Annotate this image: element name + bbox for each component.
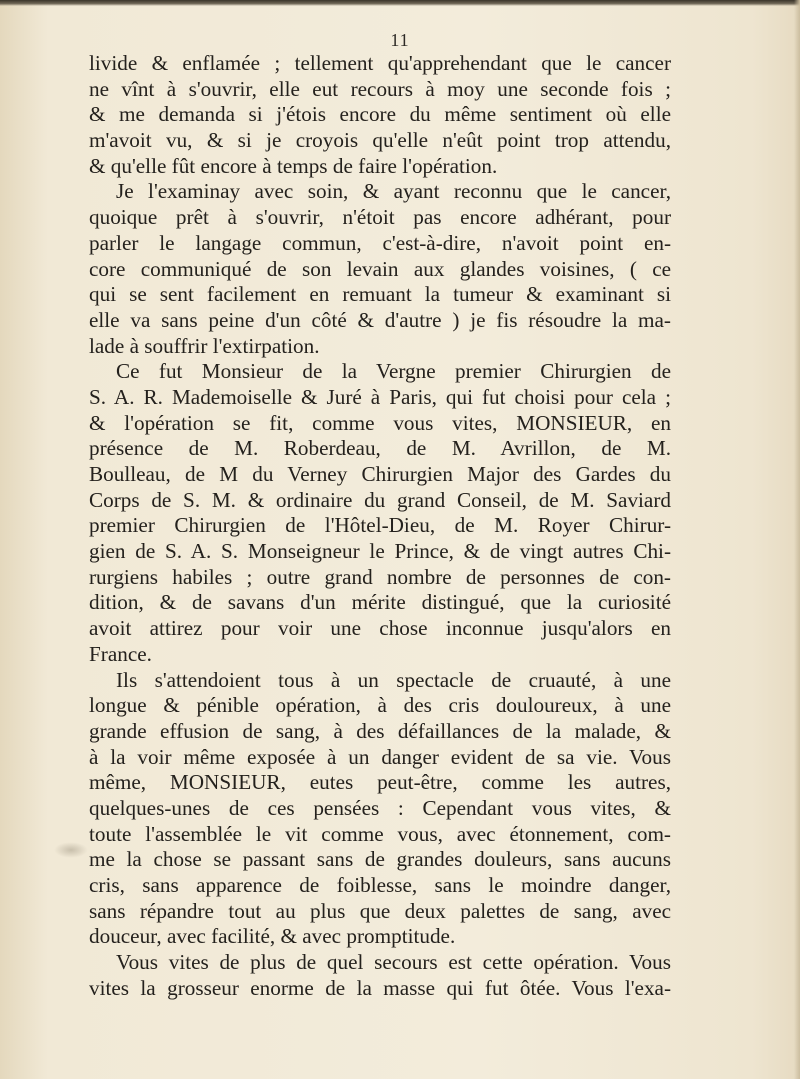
paragraph-start-line: Vous vites de plus de quel secours est cette opération. Vous <box>116 950 671 975</box>
text-line: premier Chirurgien de l'Hôtel-Dieu, de M. Royer Chirur- <box>89 513 671 538</box>
text-line: cris, sans apparence de foiblesse, sans le moindre danger, <box>89 873 671 897</box>
text-line: m'avoit vu, & si je croyois qu'elle n'eût point trop attendu, <box>89 128 671 153</box>
text-line: & me demanda si j'étois encore du même sentiment où elle <box>89 102 671 127</box>
text-line: grande effusion de sang, à des défaillances de la malade, & <box>89 718 671 743</box>
text-line: présence de M. Roberdeau, de M. Avrillon, de M. <box>89 436 671 461</box>
text-line: Boulleau, de M du Verney Chirurgien Major des Gardes du <box>89 462 671 486</box>
text-line: rurgiens habiles ; outre grand nombre de personnes de con- <box>89 564 671 589</box>
text-line: douceur, avec facilité, & avec promptitude. <box>89 924 456 949</box>
paragraph-start-line: Ils s'attendoient tous à un spectacle de cruauté, à une <box>116 667 671 692</box>
text-line: vites la grosseur enorme de la masse qui fut ôtée. Vous l'exa- <box>89 975 671 1000</box>
text-line: même, MONSIEUR, eutes peut-être, comme les autres, <box>89 770 671 795</box>
text-line: sans répandre tout au plus que deux palettes de sang, avec <box>89 898 671 923</box>
text-line: toute l'assemblée le vit comme vous, avec étonnement, com- <box>89 821 671 846</box>
page-right-edge <box>794 0 800 1079</box>
paragraph-start-line: Je l'examinay avec soin, & ayant reconnu que le cancer, <box>116 179 671 204</box>
text-line: me la chose se passant sans de grandes douleurs, sans aucuns <box>89 847 671 872</box>
text-line: à la voir même exposée à un danger evident de sa vie. Vous <box>89 744 671 769</box>
text-line: Corps de S. M. & ordinaire du grand Conseil, de M. Saviard <box>89 487 671 512</box>
text-line: livide & enflamée ; tellement qu'apprehendant que le cancer <box>89 51 671 75</box>
text-line: quoique prêt à s'ouvrir, n'étoit pas encore adhérant, pour <box>89 205 671 230</box>
text-line: avoit attirez pour voir une chose inconnue jusqu'alors en <box>89 616 671 641</box>
text-line: elle va sans peine d'un côté & d'autre ) je fis résoudre la ma- <box>89 307 671 332</box>
page-number: 11 <box>390 30 410 50</box>
text-line: parler le langage commun, c'est-à-dire, n'avoit point en- <box>89 230 671 255</box>
ink-smudge <box>54 842 88 858</box>
page-top-edge <box>0 0 800 6</box>
text-line: France. <box>89 641 152 666</box>
paragraph-start-line: Ce fut Monsieur de la Vergne premier Chirurgien de <box>116 359 671 384</box>
text-line: qui se sent facilement en remuant la tumeur & examinant si <box>89 282 671 307</box>
text-line: & l'opération se fit, comme vous vites, MONSIEUR, en <box>89 410 671 435</box>
text-line: gien de S. A. S. Monseigneur le Prince, & de vingt autres Chi- <box>89 539 671 564</box>
text-line: longue & pénible opération, à des cris douloureux, à une <box>89 693 671 718</box>
text-line: quelques-unes de ces pensées : Cependant vous vites, & <box>89 795 671 820</box>
text-line: S. A. R. Mademoiselle & Juré à Paris, qui fut choisi pour cela ; <box>89 384 671 409</box>
text-line: & qu'elle fût encore à temps de faire l'opération. <box>89 153 498 178</box>
text-line: lade à souffrir l'extirpation. <box>89 333 320 358</box>
text-line: dition, & de savans d'un mérite distingué, que la curiosité <box>89 590 671 615</box>
text-line: ne vînt à s'ouvrir, elle eut recours à moy une seconde fois ; <box>89 76 671 101</box>
body-text <box>89 51 671 1001</box>
text-line: core communiqué de son levain aux glandes voisines, ( ce <box>89 256 671 281</box>
